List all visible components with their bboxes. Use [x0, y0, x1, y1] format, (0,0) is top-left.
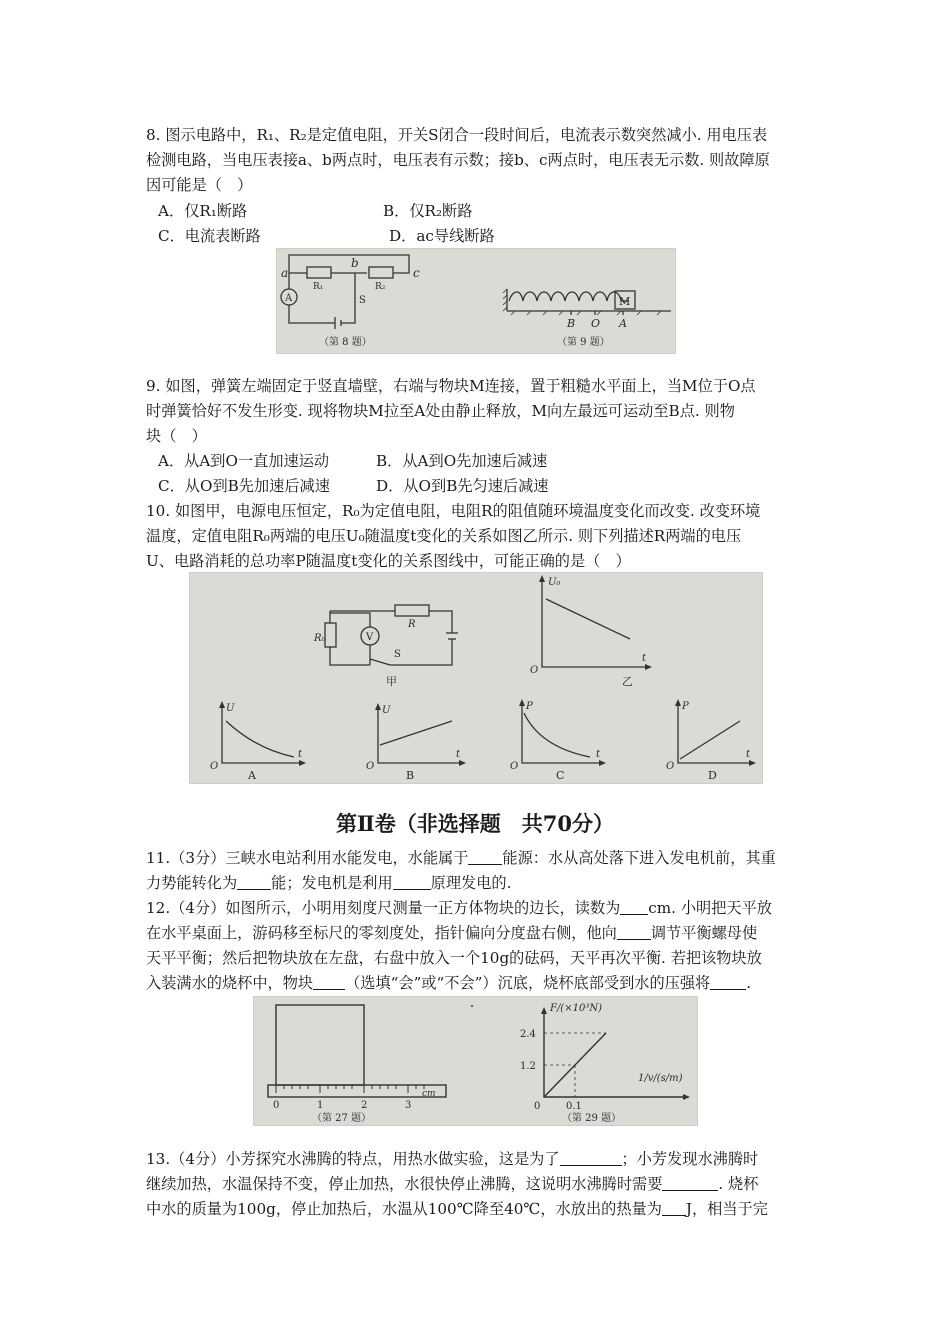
q9-line-2: 时弹簧恰好不发生形变. 现将物块M拉至A处由静止释放，M向左最远可运动至B点. 则物 — [146, 402, 735, 420]
label-r1: R₁ — [313, 282, 324, 292]
axis-o-a: O — [210, 761, 219, 772]
label-s: S — [359, 295, 366, 306]
graph-origin: 0 — [534, 1101, 541, 1112]
blank[interactable] — [560, 1149, 622, 1166]
q8-option-d: D．ac导线断路 — [389, 227, 495, 245]
axis-p-d: P — [682, 701, 689, 712]
axis-u0: U₀ — [548, 577, 561, 588]
blank[interactable] — [313, 973, 345, 990]
axis-o-c: O — [510, 761, 519, 772]
label-b: b — [351, 256, 359, 270]
section-title: 第Ⅱ卷（非选择题 共70分） — [336, 811, 614, 836]
q10-line-3: U、电路消耗的总功率P随温度t变化的关系图线中，可能正确的是（ ） — [146, 552, 631, 570]
label-jia: 甲 — [386, 675, 397, 688]
q9-option-a: A．从A到O一直加速运动 — [158, 452, 330, 470]
graph-ytick-12: 1.2 — [520, 1061, 536, 1072]
figure-q8-q9 — [276, 248, 676, 354]
q10-line-2: 温度，定值电阻R₀两端的电压U₀随温度t变化的关系如图乙所示. 则下列描述R两端的电压 — [146, 527, 742, 545]
q8-option-c: C．电流表断路 — [158, 227, 261, 245]
q9-line-3: 块（ ） — [146, 427, 207, 445]
axis-t-b: t — [456, 749, 461, 760]
q9-option-d: D．从O到B先匀速后减速 — [376, 477, 549, 495]
axis-u-b: U — [382, 705, 391, 716]
axis-u-a: U — [226, 703, 235, 714]
caption-q27: （第 27 题） — [312, 1113, 372, 1124]
blank[interactable] — [662, 1174, 718, 1191]
q12-line-2: 在水平桌面上，游码移至标尺的零刻度处，指针偏向分度盘右侧，他向 调节平衡螺母使 — [146, 924, 758, 942]
axis-o-yi: O — [530, 665, 539, 676]
q10-line-1: 10. 如图甲，电源电压恒定，R₀为定值电阻，电阻R的阻值随环境温度变化而改变. 改变环境 — [146, 502, 761, 520]
label-c: c — [413, 266, 420, 280]
q11-line-2: 力势能转化为 能；发电机是利用 原理发电的. — [146, 874, 512, 892]
q8-line-2: 检测电路，当电压表接a、b两点时，电压表有示数；接b、c两点时，电压表无示数. 则故障原 — [146, 151, 770, 169]
blank[interactable] — [393, 873, 431, 890]
graph-ytick-24: 2.4 — [520, 1029, 536, 1040]
voltmeter-symbol: V — [366, 632, 374, 643]
q9-option-b: B．从A到O先加速后减速 — [376, 452, 548, 470]
axis-t-yi: t — [642, 653, 647, 664]
label-r2: R₂ — [375, 282, 386, 292]
label-m: M — [619, 295, 631, 308]
q8-line-3: 因可能是（ ） — [146, 176, 253, 194]
label-O: O — [591, 317, 601, 330]
ruler-tick-2: 2 — [361, 1100, 368, 1111]
label-s10: S — [394, 649, 401, 660]
q12-line-3: 天平平衡；然后把物块放在左盘，右盘中放入一个10g的砝码，天平再次平衡. 若把该物块放 — [146, 949, 762, 967]
choice-b: B — [406, 769, 415, 782]
q9-option-c: C．从O到B先加速后减速 — [158, 477, 330, 495]
blank[interactable] — [662, 1199, 686, 1216]
axis-t-d: t — [746, 749, 751, 760]
q8-line-1: 8. 图示电路中，R₁、R₂是定值电阻，开关S闭合一段时间后，电流表示数突然减小. 用电压表 — [146, 126, 768, 144]
axis-t-a: t — [298, 749, 303, 760]
ruler-unit: cm — [422, 1089, 436, 1099]
label-yi: 乙 — [622, 675, 633, 688]
graph-xtick-01: 0.1 — [566, 1101, 582, 1112]
q9-line-1: 9. 如图，弹簧左端固定于竖直墙壁，右端与物块M连接，置于粗糙水平面上，当M位于O点 — [146, 377, 756, 395]
figure-q12 — [253, 996, 698, 1126]
blank[interactable] — [237, 873, 271, 890]
q13-line-3: 中水的质量为100g，停止加热后，水温从100℃降至40℃，水放出的热量为 J，相当于完 — [146, 1200, 768, 1218]
graph-xlabel: 1/v/(s/m) — [638, 1073, 683, 1084]
ammeter-symbol: A — [285, 293, 293, 304]
choice-a: A — [248, 769, 256, 782]
q8-option-b: B．仅R₂断路 — [383, 202, 473, 220]
axis-o-b: O — [366, 761, 375, 772]
ruler-tick-3: 3 — [405, 1100, 412, 1111]
q8-option-a: A．仅R₁断路 — [158, 202, 248, 220]
choice-d: D — [708, 769, 717, 782]
ruler-tick-1: 1 — [317, 1100, 324, 1111]
choice-c: C — [556, 769, 565, 782]
figure-q10 — [189, 572, 763, 784]
q12-line-4: 入装满水的烧杯中，物块 （选填“会”或“不会”）沉底，烧杯底部受到水的压强将 . — [146, 974, 752, 992]
q11-line-1: 11.（3分）三峡水电站利用水能发电，水能属于 能源：水从高处落下进入发电机前，其重 — [146, 849, 776, 867]
axis-p-c: P — [526, 701, 533, 712]
label-B: B — [567, 317, 576, 330]
ruler-tick-0: 0 — [273, 1100, 280, 1111]
label-r: R — [408, 619, 416, 630]
q13-line-1: 13.（4分）小芳探究水沸腾的特点，用热水做实验，这是为了 ；小芳发现水沸腾时 — [146, 1150, 759, 1168]
blank[interactable] — [620, 898, 648, 915]
q13-line-2: 继续加热，水温保持不变，停止加热，水很快停止沸腾，这说明水沸腾时需要 . 烧杯 — [146, 1175, 759, 1193]
axis-o-d: O — [666, 761, 675, 772]
label-a: a — [281, 266, 289, 280]
blank[interactable] — [617, 923, 651, 940]
caption-q29: （第 29 题） — [562, 1113, 622, 1124]
graph-ylabel: F/(×10³N) — [550, 1003, 602, 1014]
caption-q9: （第 9 题） — [557, 337, 610, 348]
caption-q8: （第 8 题） — [319, 337, 372, 348]
q12-line-1: 12.（4分）如图所示，小明用刻度尺测量一正方体物块的边长，读数为 cm. 小明把天平放 — [146, 899, 772, 917]
blank[interactable] — [468, 848, 502, 865]
label-r0: R₀ — [314, 633, 326, 644]
axis-t-c: t — [596, 749, 601, 760]
blank[interactable] — [710, 973, 746, 990]
label-A: A — [619, 317, 627, 330]
